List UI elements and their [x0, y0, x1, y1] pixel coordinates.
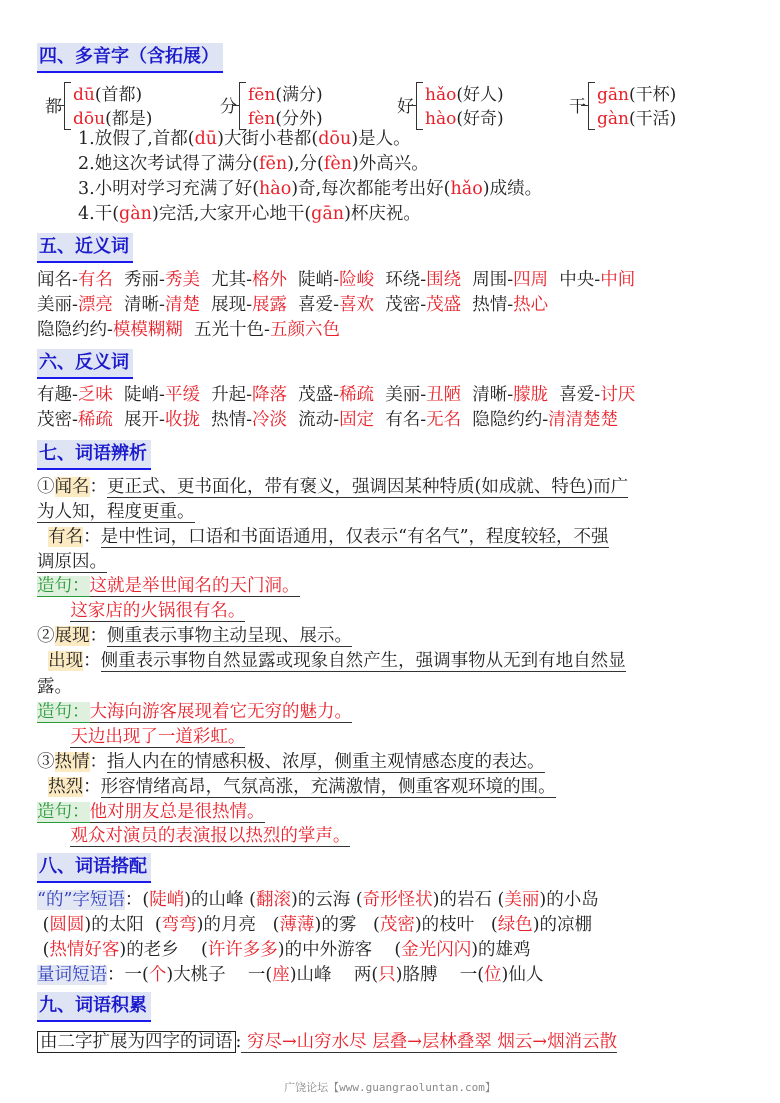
definition-text: 调原因。 [37, 552, 107, 572]
example-sentence [78, 202, 421, 226]
text: )外高兴。 [351, 154, 429, 174]
text: 升起- [199, 385, 253, 405]
analysis-line [37, 775, 556, 799]
text: 有趣- [37, 385, 78, 405]
analysis-line [37, 800, 265, 824]
answer-text: 穷尽→山穷水尽 层叠→层林叠翠 烟云→烟消云散 [241, 1032, 618, 1052]
text: ),分( [287, 154, 324, 174]
section-header-synonyms: 五、近义词 [37, 233, 133, 263]
text: 环绕- [374, 270, 427, 290]
text: 陡峭- [112, 385, 165, 405]
term-label: 闻名 [54, 477, 90, 497]
answer-text: fèn [323, 154, 352, 174]
answer-text: 清清楚楚 [548, 410, 619, 430]
text [37, 601, 70, 621]
text: ② [37, 626, 55, 646]
answer-text: 这家店的火锅很有名。 [70, 601, 246, 621]
word: (干活) [628, 109, 677, 129]
antonym-row [37, 383, 635, 407]
text: )的山峰 ( [184, 890, 256, 910]
analysis-line [37, 550, 107, 574]
text: )完活,大家开心地干( [151, 204, 312, 224]
analysis-line [37, 599, 245, 623]
text: 尤其- [199, 270, 253, 290]
pinyin: dū [73, 85, 95, 105]
analysis-line [37, 475, 628, 499]
word: (干杯) [628, 85, 677, 105]
answer-text: 观众对演员的表演报以热烈的掌声。 [70, 826, 351, 846]
section-header-collocation: 八、词语搭配 [37, 853, 151, 883]
text: 热情- [461, 295, 514, 315]
word: (首都) [94, 85, 143, 105]
answer-text: 中间 [600, 270, 636, 290]
answer-text: 冷淡 [252, 410, 288, 430]
collocation-row [37, 913, 592, 937]
text: )大街小巷都( [217, 129, 319, 149]
text: : [235, 1032, 242, 1052]
text: 隐隐约约- [37, 320, 113, 340]
text: ( [37, 915, 50, 935]
term-label: 有名 [48, 527, 84, 547]
example-sentence [78, 177, 542, 201]
text: )的老乡 ( [119, 940, 208, 960]
text: 美丽- [374, 385, 427, 405]
answer-text: 乏味 [77, 385, 113, 405]
word: (分外) [275, 109, 323, 129]
answer-text: 围绕 [426, 270, 462, 290]
answer-text: 金光闪闪 [401, 940, 472, 960]
answer-text: 格外 [252, 270, 288, 290]
example-label: 造句： [37, 702, 90, 722]
brace-icon [588, 82, 595, 130]
answer-text: 秀美 [164, 270, 200, 290]
section-header-accumulation: 九、词语积累 [37, 992, 151, 1022]
text: )仙人 [501, 965, 544, 985]
text: 隐隐约约- [461, 410, 549, 430]
synonym-row [37, 268, 635, 292]
answer-text: 薄薄 [279, 915, 315, 935]
answer-text: 茂密 [379, 915, 415, 935]
text: ： [83, 777, 101, 797]
text: 茂密- [37, 410, 78, 430]
brace-icon [239, 82, 246, 130]
text: 2.她这次考试得了满分( [78, 154, 260, 174]
answer-text: 朦胧 [513, 385, 549, 405]
pinyin: gān [597, 85, 629, 105]
text: 露。 [37, 677, 72, 697]
analysis-line [37, 700, 352, 724]
definition-text: 更正式、更书面化，带有褒义，强调因某种特质(如成就、特色)而广 [107, 477, 629, 497]
definition-text: 侧重表示事物自然显露或现象自然产生，强调事物从无到有地自然显 [100, 651, 626, 671]
text: 流动- [287, 410, 340, 430]
text: )的雾 ( [314, 915, 380, 935]
text: )山峰 两( [289, 965, 379, 985]
analysis-line [37, 525, 609, 549]
answer-text: 绿色 [497, 915, 533, 935]
text: )杯庆祝。 [344, 204, 421, 224]
answer-text: 展露 [252, 295, 288, 315]
text: ① [37, 477, 55, 497]
answer-text: 奇形怪状 [362, 890, 433, 910]
text: 秀丽- [112, 270, 165, 290]
text: 展现- [199, 295, 253, 315]
analysis-line [37, 624, 352, 648]
definition-text: 侧重表示事物主动呈现、展示。 [107, 626, 352, 646]
answer-text: 无名 [426, 410, 462, 430]
polyphone-char: 干 [569, 97, 586, 117]
answer-text: 茂盛 [426, 295, 462, 315]
text: 茂密- [374, 295, 427, 315]
answer-text: 许许多多 [207, 940, 278, 960]
text: ( [37, 940, 50, 960]
answer-text: 陡峭 [149, 890, 185, 910]
text: ：一( [107, 965, 149, 985]
text: 茂盛- [287, 385, 340, 405]
text: )成绩。 [482, 179, 543, 199]
phrase-type-label: “的”字短语 [37, 890, 125, 910]
text: 清晰- [461, 385, 514, 405]
text: )的月亮 ( [196, 915, 280, 935]
answer-text: 五颜六色 [269, 320, 340, 340]
answer-text: 喜欢 [339, 295, 375, 315]
term-label: 出现 [48, 651, 84, 671]
pinyin: dōu [73, 109, 106, 129]
example-sentence [78, 127, 411, 151]
answer-text: 他对朋友总是很热情。 [89, 802, 265, 822]
text: )的小岛 [539, 890, 599, 910]
example-sentence [78, 152, 429, 176]
answer-text: fēn [259, 154, 288, 174]
pinyin: hǎo [425, 85, 457, 105]
answer-text: 固定 [339, 410, 375, 430]
brace-icon [416, 82, 423, 130]
answer-text: 这就是举世闻名的天门洞。 [89, 576, 300, 596]
answer-text: 位 [484, 965, 502, 985]
collocation-row [37, 888, 599, 912]
pinyin: gàn [597, 109, 629, 129]
answer-text: 大海向游客展现着它无穷的魅力。 [89, 702, 352, 722]
text: 3.小明对学习充满了好( [78, 179, 260, 199]
polyphone-char: 分 [220, 97, 237, 117]
answer-text: 平缓 [164, 385, 200, 405]
answer-text: 稀疏 [77, 410, 113, 430]
answer-text: 圆圆 [49, 915, 85, 935]
polyphone-char: 都 [45, 97, 62, 117]
answer-text: dū [194, 129, 218, 149]
answer-text: 翻滚 [255, 890, 291, 910]
text: 周围- [461, 270, 514, 290]
analysis-line [37, 725, 245, 749]
answer-text: 收拢 [164, 410, 200, 430]
answer-text: 漂亮 [77, 295, 113, 315]
word: (好人) [456, 85, 504, 105]
definition-text: 是中性词，口语和书面语通用，仅表示“有名气”，程度较轻，不强 [100, 527, 609, 547]
answer-text: 降落 [252, 385, 288, 405]
text: 闻名- [37, 270, 78, 290]
text: )大桃子 一( [166, 965, 273, 985]
analysis-line [37, 750, 545, 774]
text: 喜爱- [287, 295, 340, 315]
polyphone-char: 好 [397, 97, 414, 117]
pinyin: hào [425, 109, 457, 129]
pinyin: fēn [248, 85, 276, 105]
answer-text: 热心 [513, 295, 549, 315]
answer-text: 丑陋 [426, 385, 462, 405]
term-label: 展现 [54, 626, 90, 646]
text: 中央- [548, 270, 601, 290]
answer-text: 只 [378, 965, 396, 985]
text: )奇,每次都能考出好( [291, 179, 451, 199]
footer-watermark: 广饶论坛【www.guangraoluntan.com】 [284, 1081, 496, 1094]
answer-text: 四周 [513, 270, 549, 290]
text: 喜爱- [548, 385, 601, 405]
text: )胳膊 一( [395, 965, 485, 985]
phrase-type-label: 量词短语 [37, 965, 107, 985]
text: 陡峭- [287, 270, 340, 290]
text: ： [83, 527, 101, 547]
answer-text: dōu [318, 129, 352, 149]
answer-text: 个 [148, 965, 167, 985]
text: 清晰- [112, 295, 165, 315]
section-header-polyphones: 四、多音字（含拓展） [37, 43, 223, 73]
analysis-line [37, 649, 626, 673]
text: ： [89, 626, 107, 646]
example-label: 造句： [37, 576, 90, 596]
section-header-word-analysis: 七、词语辨析 [37, 440, 151, 470]
analysis-line [37, 675, 72, 699]
text: )的中外游客 ( [277, 940, 402, 960]
text [37, 527, 48, 547]
answer-text: 稀疏 [339, 385, 375, 405]
answer-text: 座 [272, 965, 290, 985]
text: 1.放假了,首都( [78, 129, 195, 149]
answer-text: 模模糊糊 [112, 320, 183, 340]
answer-text: 弯弯 [161, 915, 197, 935]
analysis-line [37, 500, 195, 524]
text: )的岩石 ( [432, 890, 505, 910]
definition-text: 指人内在的情感积极、浓厚，侧重主观情感态度的表达。 [107, 752, 545, 772]
text: )的云海 ( [290, 890, 363, 910]
answer-text: 有名 [77, 270, 113, 290]
text: )的太阳 ( [84, 915, 162, 935]
text: 热情- [199, 410, 253, 430]
answer-text: 清楚 [164, 295, 200, 315]
text: )是人。 [351, 129, 411, 149]
boxed-label: 由二字扩展为四字的词语 [37, 1031, 236, 1053]
synonym-row [37, 293, 548, 317]
text [37, 777, 48, 797]
section-header-antonyms: 六、反义词 [37, 349, 133, 379]
text: ③ [37, 752, 55, 772]
text: 有名- [374, 410, 427, 430]
analysis-line [37, 574, 300, 598]
text: ： [89, 752, 107, 772]
collocation-row [37, 938, 531, 962]
word: (好奇) [456, 109, 504, 129]
answer-text: 美丽 [504, 890, 540, 910]
text: 五光十色- [182, 320, 270, 340]
text [37, 727, 70, 747]
term-label: 热烈 [48, 777, 84, 797]
text: )的雄鸡 [471, 940, 531, 960]
answer-text: gān [311, 204, 345, 224]
text: ： [83, 651, 101, 671]
answer-text: gàn [119, 204, 152, 224]
answer-text: 天边出现了一道彩虹。 [70, 727, 246, 747]
word: (满分) [275, 85, 323, 105]
text: 4.干( [78, 204, 120, 224]
collocation-row [37, 963, 543, 987]
text [37, 826, 70, 846]
text [37, 651, 48, 671]
term-label: 热情 [54, 752, 90, 772]
synonym-row [37, 318, 340, 342]
text: 美丽- [37, 295, 78, 315]
text: 展开- [112, 410, 165, 430]
definition-text: 为人知，程度更重。 [37, 502, 195, 522]
accumulation-row [37, 1030, 617, 1054]
word: (都是) [105, 109, 153, 129]
text: )的枝叶 ( [414, 915, 498, 935]
brace-icon [64, 82, 71, 130]
answer-text: hǎo [450, 179, 483, 199]
antonym-row [37, 408, 618, 432]
answer-text: 讨厌 [600, 385, 636, 405]
answer-text: hào [259, 179, 292, 199]
example-label: 造句： [37, 802, 90, 822]
pinyin: fèn [248, 109, 276, 129]
analysis-line [37, 824, 350, 848]
text: )的凉棚 [532, 915, 593, 935]
text: ：( [124, 890, 150, 910]
definition-text: 形容情绪高昂，气氛高涨，充满激情，侧重客观环境的围。 [100, 777, 556, 797]
answer-text: 热情好客 [49, 940, 120, 960]
text: ： [89, 477, 107, 497]
answer-text: 险峻 [339, 270, 375, 290]
